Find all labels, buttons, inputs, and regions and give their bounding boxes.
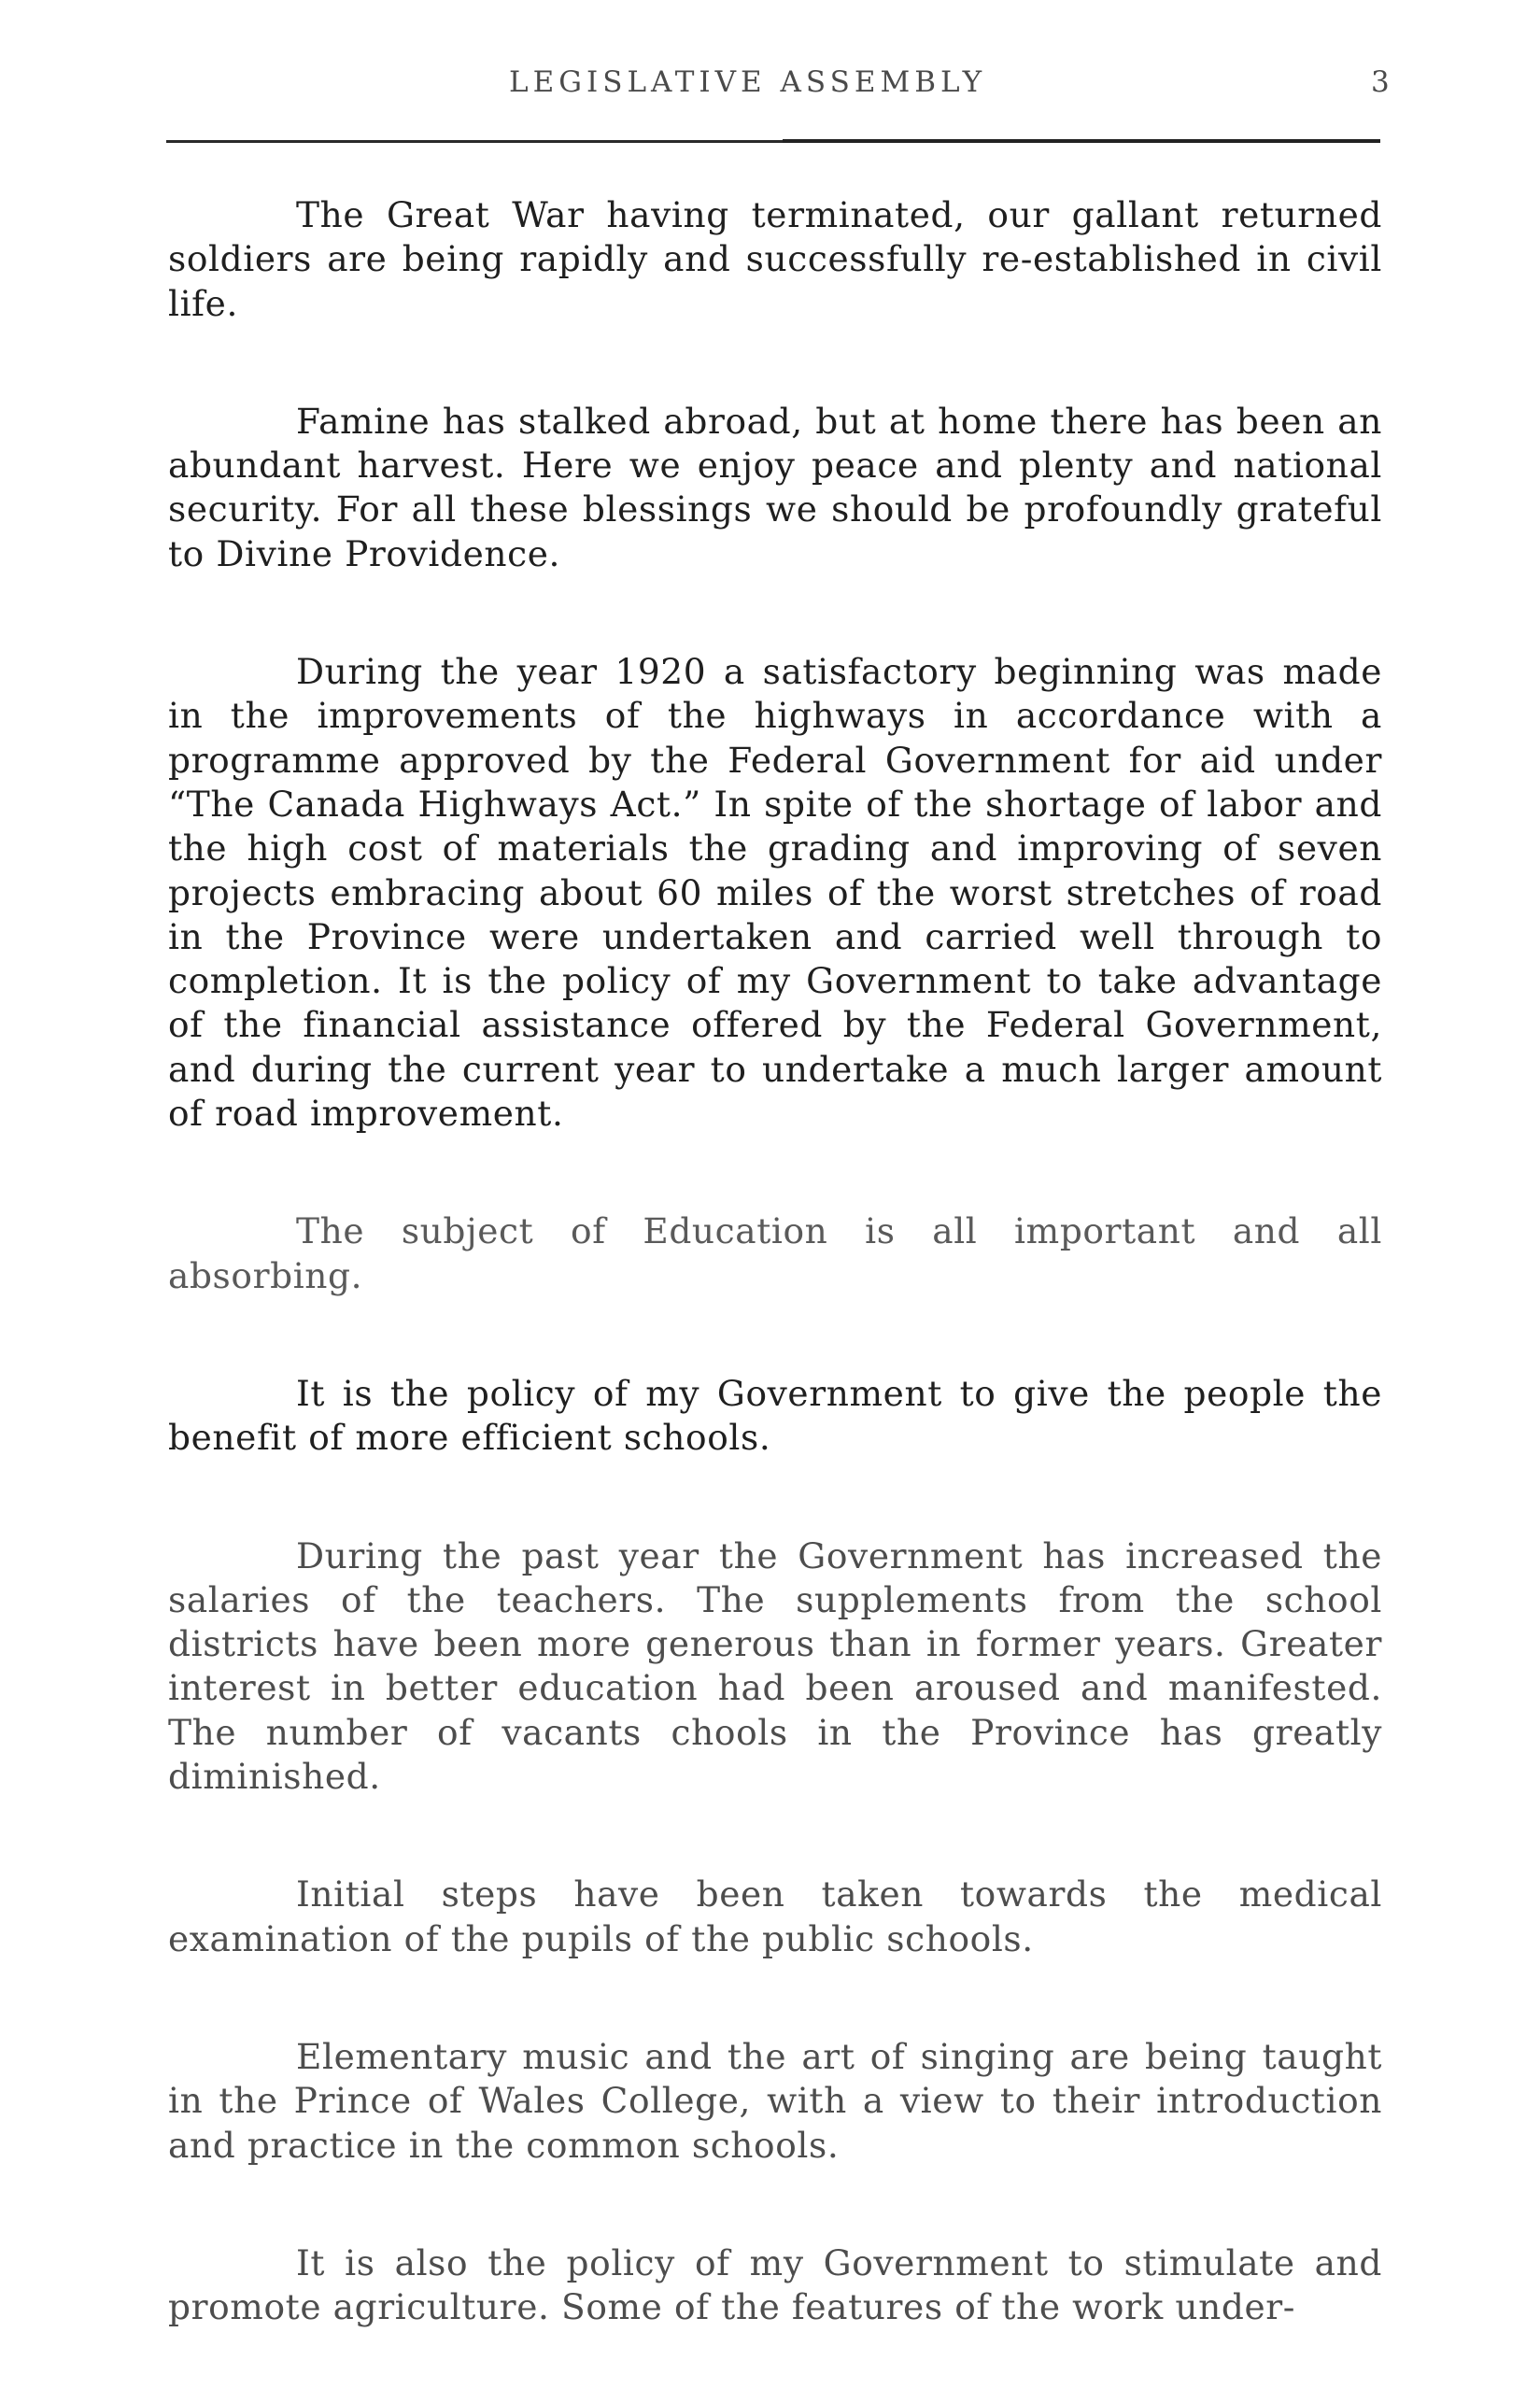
paragraph-returned-soldiers: The Great War having terminated, our gallant returned soldiers are being rapidly and successfully re-established in civil life. <box>168 194 1382 324</box>
body-text <box>168 193 1382 2403</box>
paragraph-harvest: Famine has stalked abroad, but at home there has been an abundant harvest. Here we enjoy peace and plenty and national security. For all these blessings we should be profoundly grateful to Divine Providence. <box>168 400 1382 574</box>
running-head: LEGISLATIVE ASSEMBLY <box>509 65 987 99</box>
paragraph-education: The subject of Education is all important and all absorbing. <box>168 1210 1382 1296</box>
paragraph-agriculture: It is also the policy of my Government to stimulate and promote agriculture. Some of the features of the work under- <box>168 2241 1382 2328</box>
paragraph-medical-examination: Initial steps have been taken towards the medical examination of the pupils of the public schools. <box>168 1873 1382 1959</box>
paragraph-efficient-schools: It is the policy of my Government to give the people the benefit of more efficient schools. <box>168 1372 1382 1459</box>
paragraph-music: Elementary music and the art of singing are being taught in the Prince of Wales College, with a view to their introduction and practice in the common schools. <box>168 2035 1382 2166</box>
paragraph-teacher-salaries: During the past year the Government has increased the salaries of the teachers. The supplements from the school districts have been more generous than in former years. Greater interest in better education had been aroused and manifested. The number of vacants chools in the Province has greatly diminished. <box>168 1534 1382 1798</box>
header-rule-heavy <box>783 139 1380 143</box>
paragraph-highways: During the year 1920 a satisfactory beginning was made in the improvements of the highways in accordance with a programme approved by the Federal Government for aid under “The Canada Highways Act.” In spite of the shortage of labor and the high cost of materials the grading and improving of seven projects embracing about 60 miles of the worst stretches of road in the Province were undertaken and carried well through to completion. It is the policy of my Government to take advantage of the financial assistance offered by the Federal Government, and during the current year to undertake a much larger amount of road improvement. <box>168 651 1382 1135</box>
page-number: 3 <box>1371 65 1390 99</box>
